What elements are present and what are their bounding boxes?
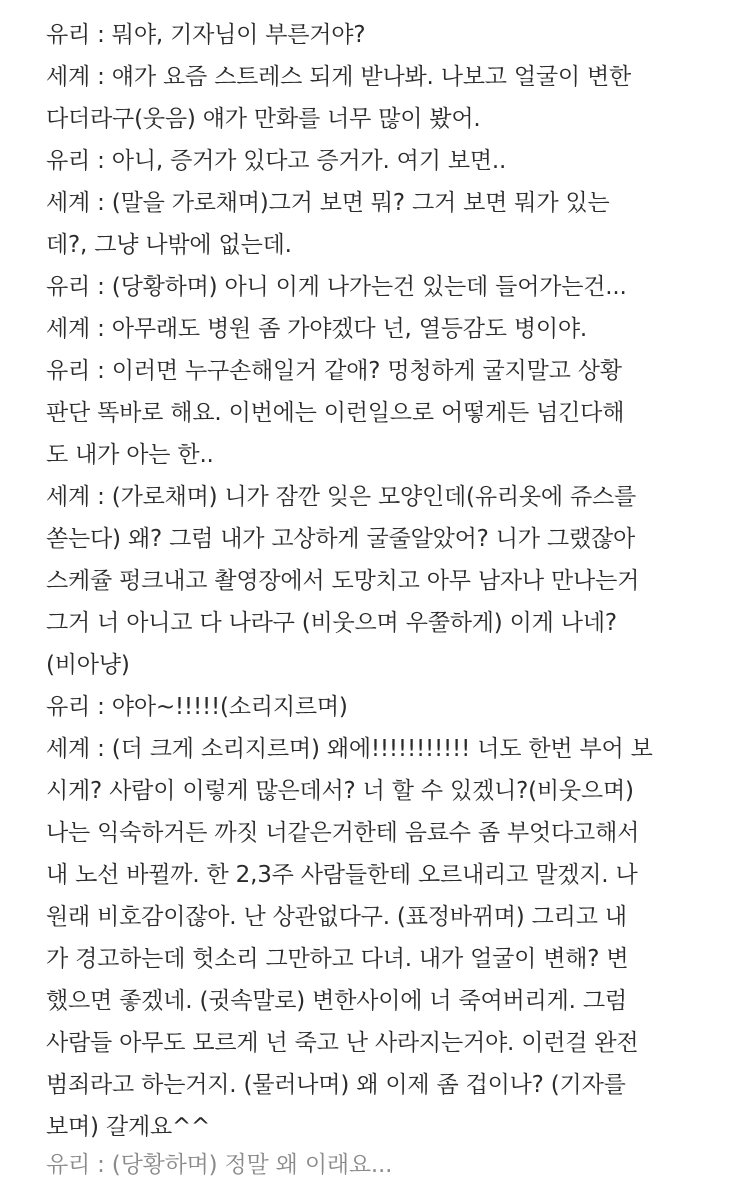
text-line: 나는 익숙하거든 까짓 너같은거한테 음료수 좀 부엇다고해서 [46, 820, 640, 846]
text-line: 유리 : 야아~!!!!!(소리지르며) [46, 694, 348, 720]
text-line: 세계 : 아무래도 병원 좀 가야겠다 넌, 열등감도 병이야. [46, 316, 588, 342]
text-line: 판단 똑바로 해요. 이번에는 이런일으로 어떻게든 넘긴다해 [46, 400, 625, 426]
text-line: 유리 : 아니, 증거가 있다고 증거가. 여기 보면.. [46, 148, 507, 174]
text-line: 가 경고하는데 헛소리 그만하고 다녀. 내가 얼굴이 변해? 변 [46, 946, 629, 972]
text-line: (비아냥) [46, 652, 130, 678]
text-line: 했으면 좋겠네. (귓속말로) 변한사이에 너 죽여버리게. 그럼 [46, 988, 627, 1014]
text-line-cut-off: 유리 : (당황하며) 정말 왜 이래요... [46, 1152, 393, 1178]
text-line: 세계 : (더 크게 소리지르며) 왜에!!!!!!!!!!! 너도 한번 부어 보 [46, 736, 653, 762]
text-line: 범죄라고 하는거지. (물러나며) 왜 이제 좀 겁이나? (기자를 [46, 1072, 626, 1098]
text-line: 사람들 아무도 모르게 넌 죽고 난 사라지는거야. 이런걸 완전 [46, 1030, 639, 1056]
text-line: 데?, 그냥 나밖에 없는데. [46, 232, 292, 258]
text-line: 원래 비호감이잖아. 난 상관없다구. (표정바뀌며) 그리고 내 [46, 904, 627, 930]
text-line: 시게? 사람이 이렇게 많은데서? 너 할 수 있겠니?(비웃으며) [46, 778, 634, 804]
text-line: 유리 : (당황하며) 아니 이게 나가는건 있는데 들어가는건... [46, 274, 627, 300]
text-line: 내 노선 바뀔까. 한 2,3주 사람들한테 오르내리고 말겠지. 나 [46, 862, 638, 888]
text-line: 쏟는다) 왜? 그럼 내가 고상하게 굴줄알았어? 니가 그랬잖아 [46, 526, 635, 552]
text-line: 세계 : 얘가 요즘 스트레스 되게 받나봐. 나보고 얼굴이 변한 [46, 64, 632, 90]
text-line: 유리 : 뭐야, 기자님이 부른거야? [46, 22, 366, 48]
text-line: 보며) 갈게요^^ [46, 1114, 211, 1140]
text-line: 유리 : 이러면 누구손해일거 같애? 멍청하게 굴지말고 상황 [46, 358, 622, 384]
text-line: 도 내가 아는 한.. [46, 442, 214, 468]
text-line: 세계 : (가로채며) 니가 잠깐 잊은 모양인데(유리옷에 쥬스를 [46, 484, 637, 510]
text-line: 그거 너 아니고 다 나라구 (비웃으며 우쭐하게) 이게 나네? [46, 610, 617, 636]
text-line: 다더라구(웃음) 얘가 만화를 너무 많이 봤어. [46, 106, 481, 132]
text-line: 세계 : (말을 가로채며)그거 보면 뭐? 그거 보면 뭐가 있는 [46, 190, 610, 216]
text-line: 스케쥴 펑크내고 촬영장에서 도망치고 아무 남자나 만나는거 [46, 568, 640, 594]
